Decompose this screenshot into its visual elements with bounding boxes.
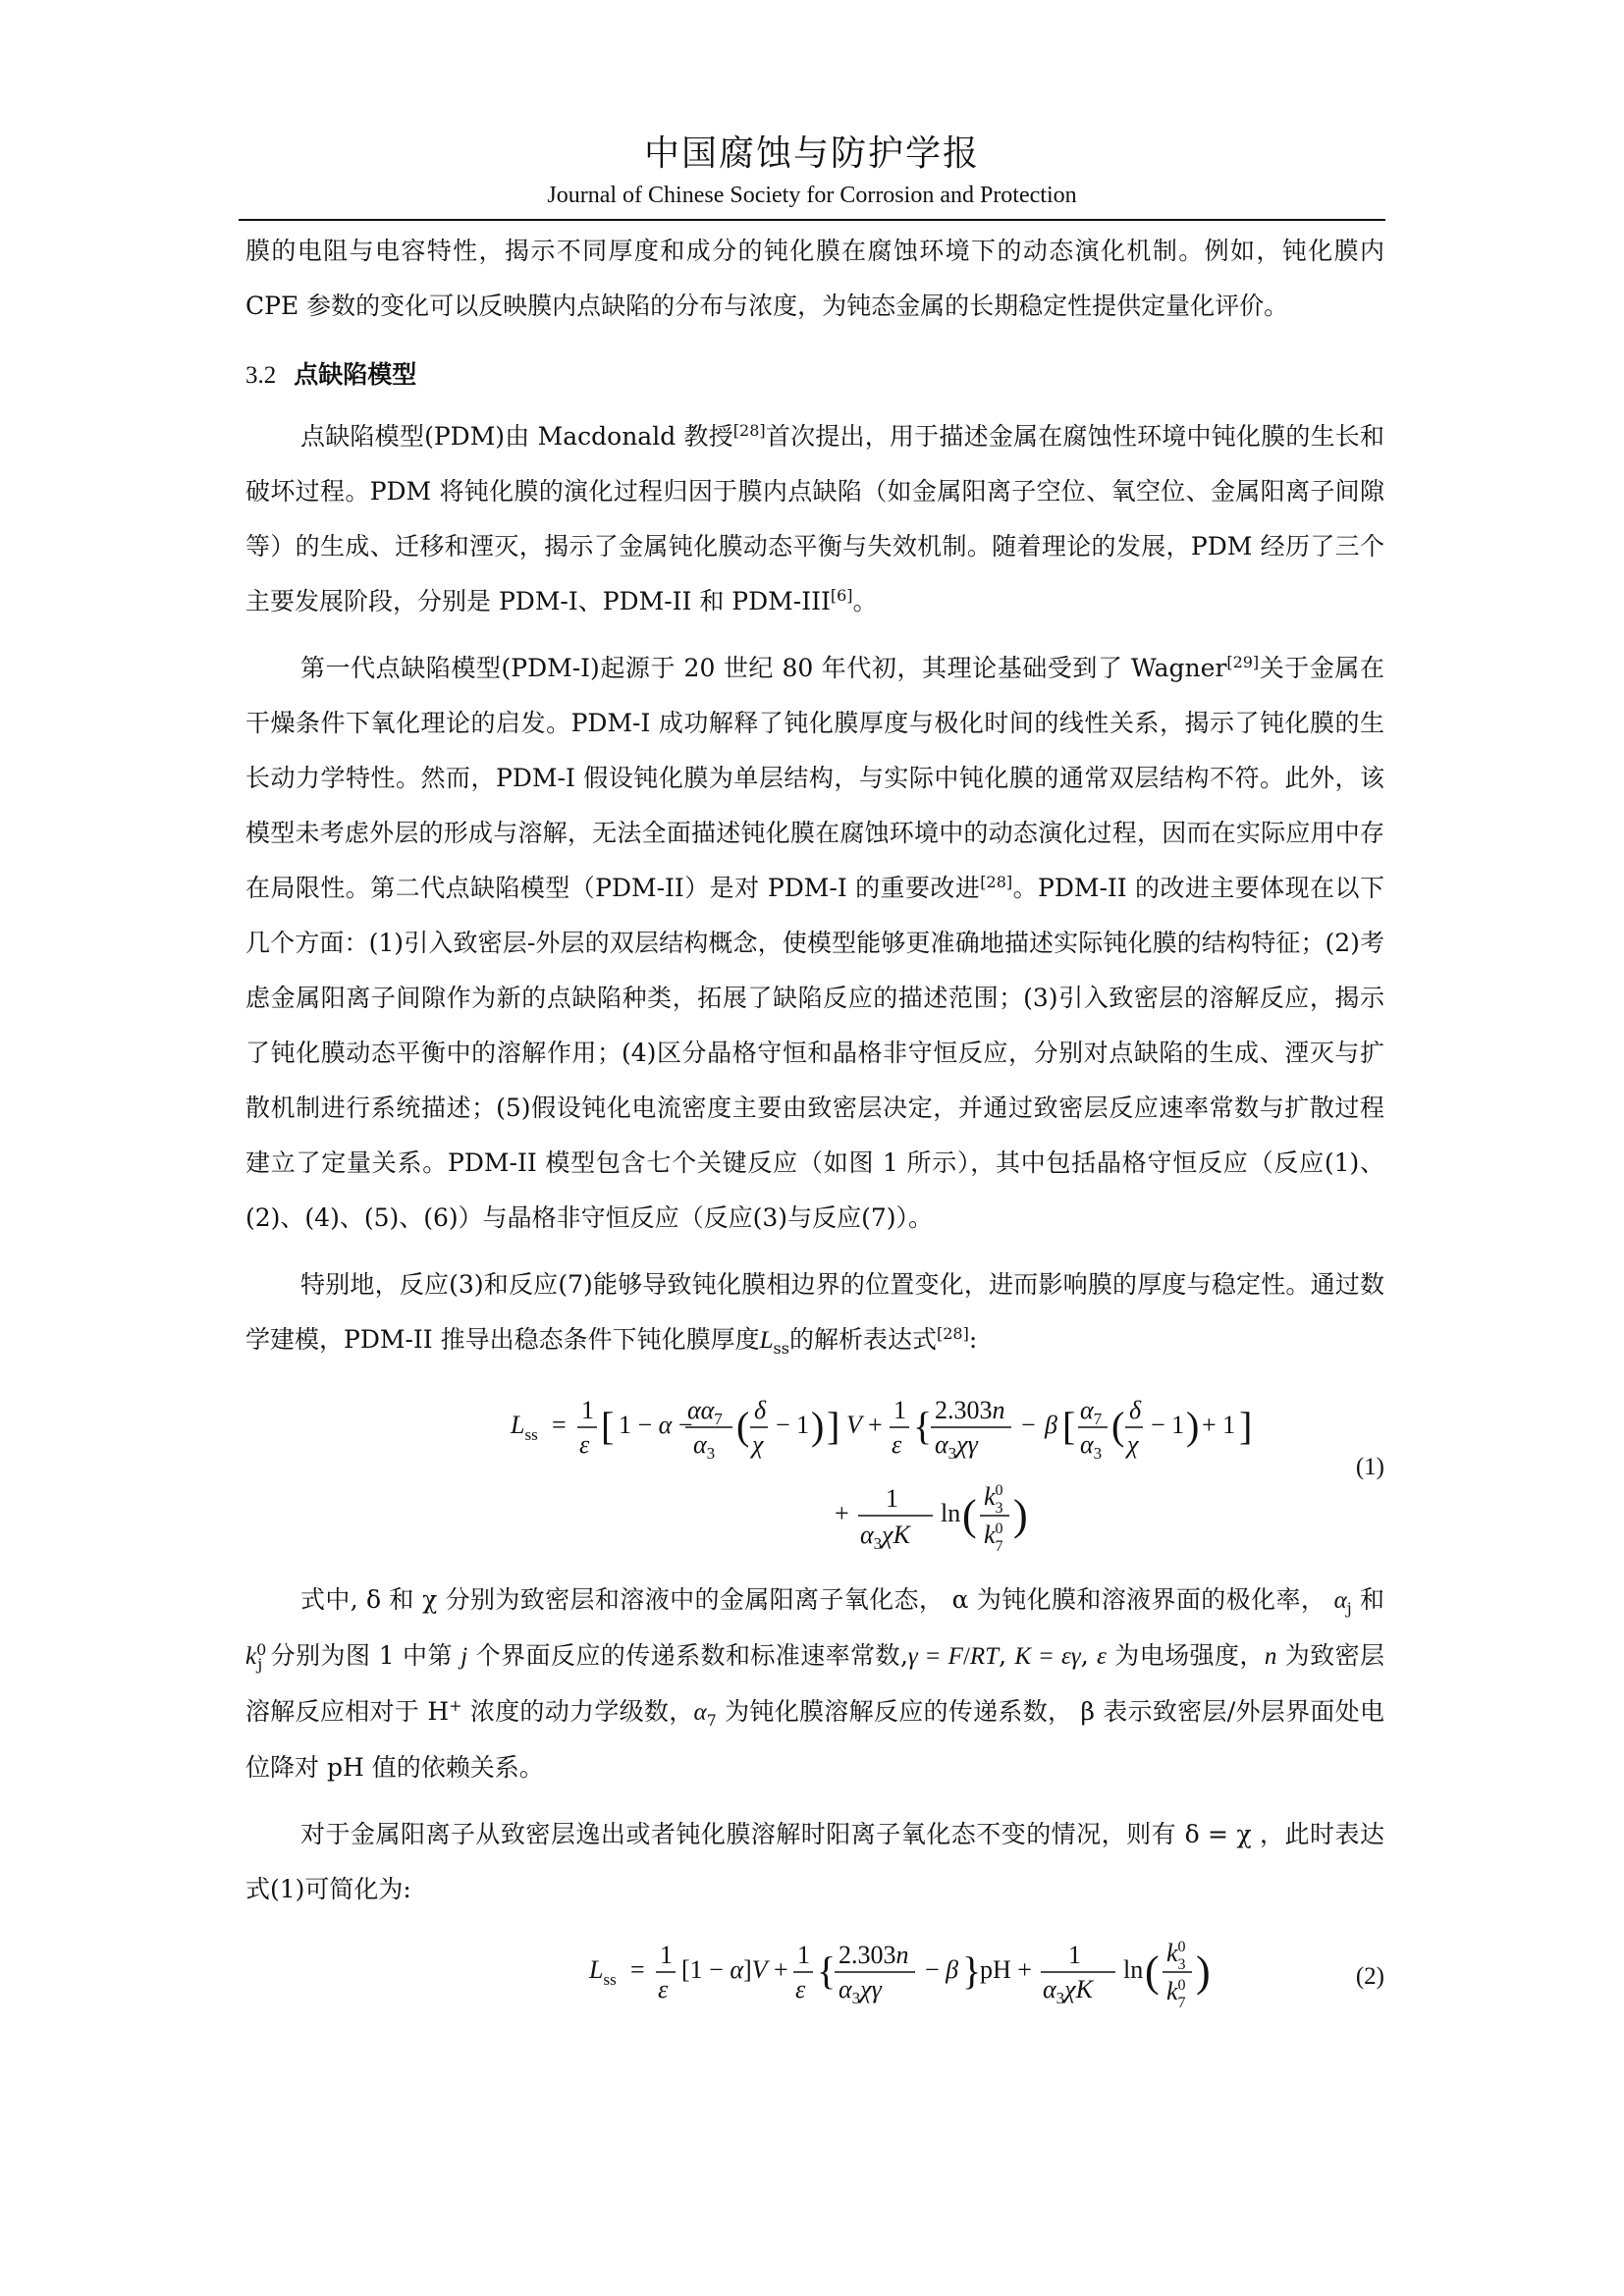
svg-text:1: 1 [893,1396,906,1424]
svg-text:(: ( [1111,1404,1125,1448]
equation-1-number: (1) [1355,1454,1384,1480]
symbol-L: L [759,1327,774,1354]
svg-text:− 1: − 1 [1151,1411,1185,1439]
svg-text:k03: $k^0$ 3 [1166,1939,1186,1973]
paragraph-simplification: 对于金属阳离子从致密层逸出或者钝化膜溶解时阳离子氧化态不变的情况，则有 δ = χ ，此时表达式(1)可简化为: [245,1820,1384,1903]
equation-2-number: (2) [1355,1963,1384,1990]
svg-text:k07: $k^0$ 7 [1166,1977,1186,2011]
svg-text:1: 1 [886,1484,898,1513]
svg-text:1 − α −: 1 − α − [619,1411,693,1439]
svg-text:): ) [811,1404,825,1448]
svg-text:Lss: $L_{ss}$ [511,1411,538,1444]
paragraph-symbols: 式中, δ 和 χ 分别为致密层和溶液中的金属阳离子氧化态， α 为钝化膜和溶液界面的极化率， $\alpha_j$ 和 $k^0_j$ 分别为图 1 中第 j 个界面反应的传递系数和标准速率常数,γ = F/RT, K = εγ, ε 为电场强度，n 为致密层溶解反应相对于 H+ 浓度的动力学级数，$\alpha_7$ 为钝化膜溶解反应的传递系数， β 表示致密层/外层界面处电位降对 pH 值的依赖关系。 [245,1585,1385,1782]
svg-text:}: } [962,1949,982,1993]
svg-text:2.303n: 2.303n [935,1396,1005,1424]
symbol-subscript: ss [773,1339,789,1358]
svg-text:k07: $k^0$ 7 [984,1521,1003,1555]
svg-text:δ: δ [1129,1396,1142,1424]
equation-2-formula [373,1923,1257,2031]
svg-text:{: { [817,1949,837,1993]
paragraph-continued: 膜的电阻与电容特性，揭示不同厚度和成分的钝化膜在腐蚀环境下的动态演化机制。例如，钝化膜内 CPE 参数的变化可以反映膜内点缺陷的分布与浓度，为钝态金属的长期稳定性提供定量化评价。 [245,237,1384,320]
equation-1 [245,1374,1384,1561]
svg-text:α3χK: $\alpha_3\chi K$ [1043,1975,1093,2007]
svg-text:(: ( [736,1404,750,1448]
svg-text:[: [ [1062,1404,1076,1448]
section-title: 点缺陷模型 [294,360,417,389]
svg-text:[1 − α]V +: [1 − α]V + [681,1955,788,1984]
svg-text:α3: $\alpha_3$ [693,1430,716,1463]
svg-text:− β: − β [925,1955,959,1984]
svg-text:ε: ε [658,1975,669,2003]
svg-text:): ) [1186,1404,1200,1448]
svg-text:χ: χ [1127,1430,1139,1459]
svg-text:]: ] [827,1404,840,1448]
svg-text:): ) [1013,1491,1028,1539]
equation-2 [245,1923,1384,2031]
svg-text:1: 1 [1068,1941,1081,1969]
svg-text:=: = [630,1955,645,1984]
svg-text:ε: ε [892,1430,902,1459]
citation[interactable]: [6] [830,586,853,605]
svg-text:Lss: $L_{ss}$ [589,1955,617,1989]
svg-text:−: − [1021,1411,1036,1439]
svg-text:ε: ε [579,1430,590,1459]
svg-text:αα7: $\alpha\alpha_7$ [687,1396,723,1428]
svg-text:V: V [846,1411,862,1439]
section-heading [245,347,1384,403]
journal-title-en: Journal of Chinese Society for Corrosion and Protection [547,183,1077,208]
svg-text:α3χγ: $\alpha_3\chi\gamma$ [839,1975,882,2007]
svg-text:(: ( [1145,1948,1160,1996]
svg-text:α3: $\alpha_3$ [1080,1430,1103,1463]
journal-title-cn: 中国腐蚀与防护学报 [643,133,980,174]
svg-text:+: + [835,1499,849,1527]
paragraph-thickness: 特别地，反应(3)和反应(7)能够导致钝化膜相边界的位置变化，进而影响膜的厚度与稳定性。通过数学建模，PDM-II 推导出稳态条件下钝化膜厚度$L_{ss}$的解析表达式[28]: [245,1270,1384,1358]
svg-text:ln: ln [1123,1955,1144,1984]
svg-text:{: { [913,1404,933,1448]
svg-text:α7: $\alpha_7$ [1080,1396,1103,1428]
svg-text:β: β [1045,1411,1057,1439]
paragraph-pdm-generations: 第一代点缺陷模型(PDM-I)起源于 20 世纪 80 年代初，其理论基础受到了 Wagner[29]关于金属在干燥条件下氧化理论的启发。PDM-I 成功解释了钝化膜厚度与极化时间的线性关系，揭示了钝化膜的生长动力学特性。然而，PDM-I 假设钝化膜为单层结构，与实际中钝化膜的通常双层结构不符。此外，该模型未考虑外层的形成与溶解，无法全面描述钝化膜在腐蚀环境中的动态演化过程，因而在实际应用中存在局限性。第二代点缺陷模型（PDM-II）是对 PDM-I 的重要改进[28]。PDM-II 的改进主要体现在以下几个方面：(1)引入致密层-外层的双层结构概念，使模型能够更准确地描述实际钝化膜的结构特征；(2)考虑金属阳离子间隙作为新的点缺陷种类，拓展了缺陷反应的描述范围；(3)引入致密层的溶解反应，揭示了钝化膜动态平衡中的溶解作用；(4)区分晶格守恒和晶格非守恒反应，分别对点缺陷的生成、湮灭与扩散机制进行系统描述；(5)假设钝化电流密度主要由致密层决定，并通过致密层反应速率常数与扩散过程建立了定量关系。PDM-II 模型包含七个关键反应（如图 1 所示），其中包括晶格守恒反应（反应(1)、(2)、(4)、(5)、(6)）与晶格非守恒反应（反应(3)与反应(7)）。 [245,653,1384,1232]
svg-text:2.303n: 2.303n [839,1941,909,1969]
svg-text:δ: δ [754,1396,767,1424]
svg-text:− 1: − 1 [776,1411,810,1439]
svg-text:+: + [868,1411,883,1439]
svg-text:k03: $k^0$ 3 [984,1482,1003,1517]
svg-text:χ: χ [752,1430,764,1459]
svg-text:ln: ln [941,1499,961,1527]
section-number: 3.2 [245,362,277,389]
svg-text:α3χγ: $\alpha_3\chi\gamma$ [935,1430,978,1463]
citation[interactable]: [28] [936,1324,969,1343]
svg-text:]: ] [1239,1404,1253,1448]
header-rule [239,219,1385,221]
svg-text:ε: ε [795,1975,806,2003]
equation-1-formula [373,1374,1257,1561]
citation[interactable]: [28] [732,421,766,440]
svg-text:[: [ [601,1404,615,1448]
svg-text:α3χK: $\alpha_3\chi K$ [860,1521,910,1553]
svg-text:): ) [1196,1948,1211,1996]
svg-text:1: 1 [581,1396,594,1424]
paragraph-pdm-intro: 点缺陷模型(PDM)由 Macdonald 教授[28]首次提出，用于描述金属在腐蚀性环境中钝化膜的生长和破坏过程。PDM 将钝化膜的演化过程归因于膜内点缺陷（如金属阳离子空位、氧空位、金属阳离子间隙等）的生成、迁移和湮灭，揭示了金属钝化膜动态平衡与失效机制。随着理论的发展，PDM 经历了三个主要发展阶段，分别是 PDM-I、PDM-II 和 PDM-III[6]。 [245,421,1384,615]
article-body [245,224,1384,2037]
svg-text:1: 1 [797,1941,810,1969]
svg-text:(: ( [962,1491,977,1539]
citation[interactable]: [28] [980,873,1013,891]
svg-text:pH +: pH + [980,1955,1032,1984]
svg-text:1: 1 [660,1941,673,1969]
svg-text:=: = [552,1411,567,1439]
svg-text:+ 1: + 1 [1202,1411,1236,1439]
citation[interactable]: [29] [1226,653,1260,671]
